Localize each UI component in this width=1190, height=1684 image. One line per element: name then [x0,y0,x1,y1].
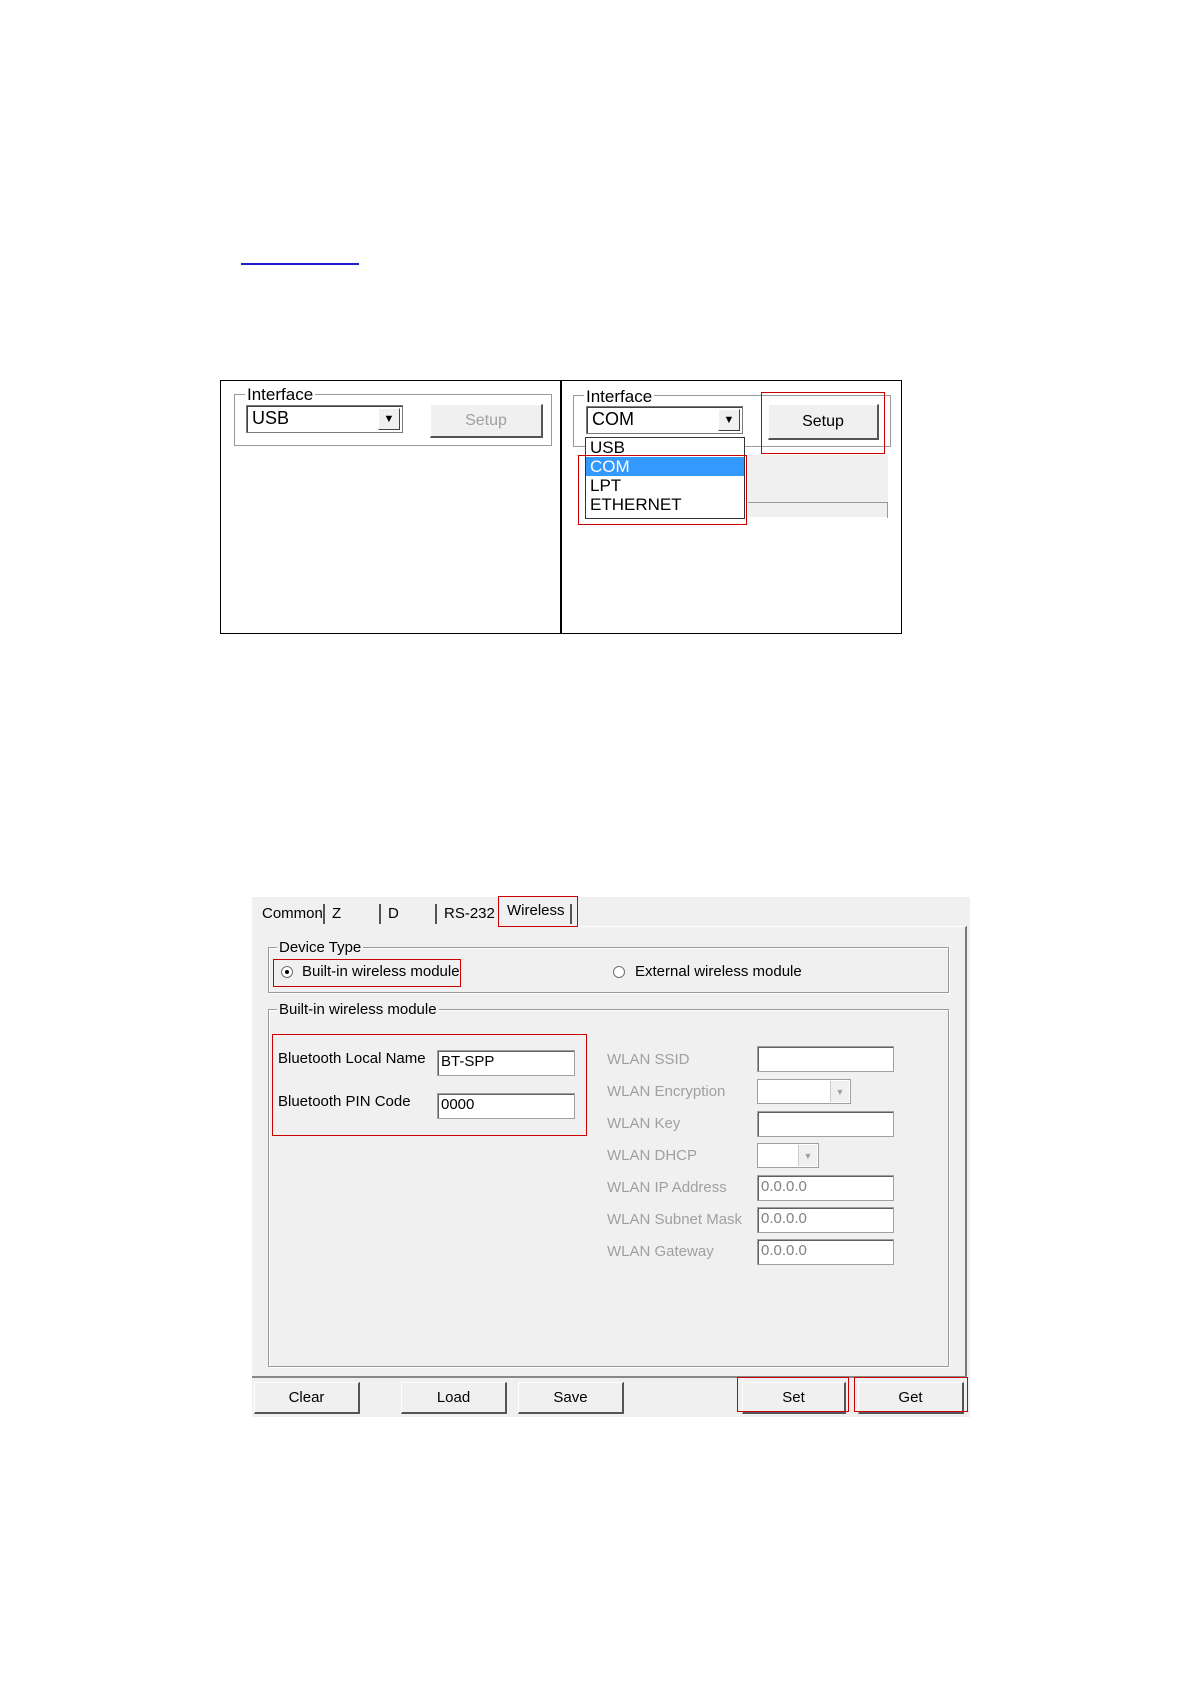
link-underline [241,263,359,265]
right-interface-value: COM [592,409,634,429]
highlight-builtin-radio [273,959,461,987]
left-interface-select[interactable] [246,405,403,433]
wlan-encryption-select[interactable] [757,1079,851,1104]
load-button[interactable]: Load [401,1382,507,1414]
highlight-get-button [854,1377,968,1412]
wlan-subnet-mask-field[interactable]: 0.0.0.0 [757,1207,894,1233]
wlan-dhcp-label: WLAN DHCP [607,1147,698,1164]
panel-edge [748,502,888,503]
save-button[interactable]: Save [518,1382,624,1414]
device-type-legend: Device Type [279,939,362,956]
tab-d[interactable]: D [388,905,399,922]
wlan-dhcp-select[interactable] [757,1143,819,1168]
chevron-down-icon[interactable]: ▼ [718,409,740,431]
right-interface-legend: Interface [586,387,653,406]
builtin-module-legend: Built-in wireless module [279,1001,437,1018]
left-interface-value: USB [252,408,290,428]
bt-local-name-label: Bluetooth Local Name [278,1050,426,1067]
table-divider [560,380,562,634]
left-setup-button[interactable]: Setup [430,404,543,438]
dropdown-option-ethernet[interactable]: ETHERNET [590,495,682,514]
tab-common[interactable]: Common [262,905,323,922]
tab-baseline [578,926,966,927]
highlight-setup-button [761,392,885,454]
highlight-wireless-tab [498,896,578,927]
highlight-set-button [737,1377,849,1412]
external-radio-label[interactable]: External wireless module [635,963,802,980]
bt-pin-code-field[interactable]: 0000 [437,1093,575,1119]
tab-separator [323,904,325,924]
right-interface-select[interactable] [586,406,743,434]
tab-wireless[interactable]: Wireless [507,902,565,919]
highlight-bluetooth-fields [272,1034,587,1136]
wlan-ssid-field[interactable] [757,1046,894,1072]
clear-button[interactable]: Clear [254,1382,360,1414]
wlan-ssid-label: WLAN SSID [607,1051,690,1068]
wlan-key-field[interactable] [757,1111,894,1137]
wlan-encryption-label: WLAN Encryption [607,1083,726,1100]
tab-z[interactable]: Z [332,905,342,922]
chevron-down-icon[interactable]: ▼ [798,1145,817,1166]
left-interface-legend: Interface [247,385,314,404]
tab-rs232[interactable]: RS-232 [444,905,495,922]
dropdown-option-com[interactable]: COM [586,457,744,476]
wlan-ip-label: WLAN IP Address [607,1179,727,1196]
bt-pin-code-label: Bluetooth PIN Code [278,1093,411,1110]
dropdown-option-lpt[interactable]: LPT [590,476,622,495]
dialog-right-edge [965,926,967,1376]
wlan-ip-field[interactable]: 0.0.0.0 [757,1175,894,1201]
tab-separator [435,904,437,924]
builtin-radio-label[interactable]: Built-in wireless module [302,963,460,980]
wlan-key-label: WLAN Key [607,1115,681,1132]
wlan-gateway-label: WLAN Gateway [607,1243,714,1260]
panel-background [748,455,888,517]
wlan-subnet-mask-label: WLAN Subnet Mask [607,1211,743,1228]
external-radio[interactable] [613,966,625,978]
tab-separator [379,904,381,924]
highlight-dropdown-options [578,455,747,525]
wlan-gateway-field[interactable]: 0.0.0.0 [757,1239,894,1265]
dropdown-option-usb[interactable]: USB [590,438,625,457]
bt-local-name-field[interactable]: BT-SPP [437,1050,575,1076]
right-setup-button[interactable]: Setup [768,404,879,440]
chevron-down-icon[interactable]: ▼ [378,408,400,430]
get-button[interactable]: Get [858,1382,964,1414]
chevron-down-icon[interactable]: ▼ [830,1081,849,1102]
panel-edge-right [887,502,888,518]
set-button[interactable]: Set [742,1382,846,1414]
